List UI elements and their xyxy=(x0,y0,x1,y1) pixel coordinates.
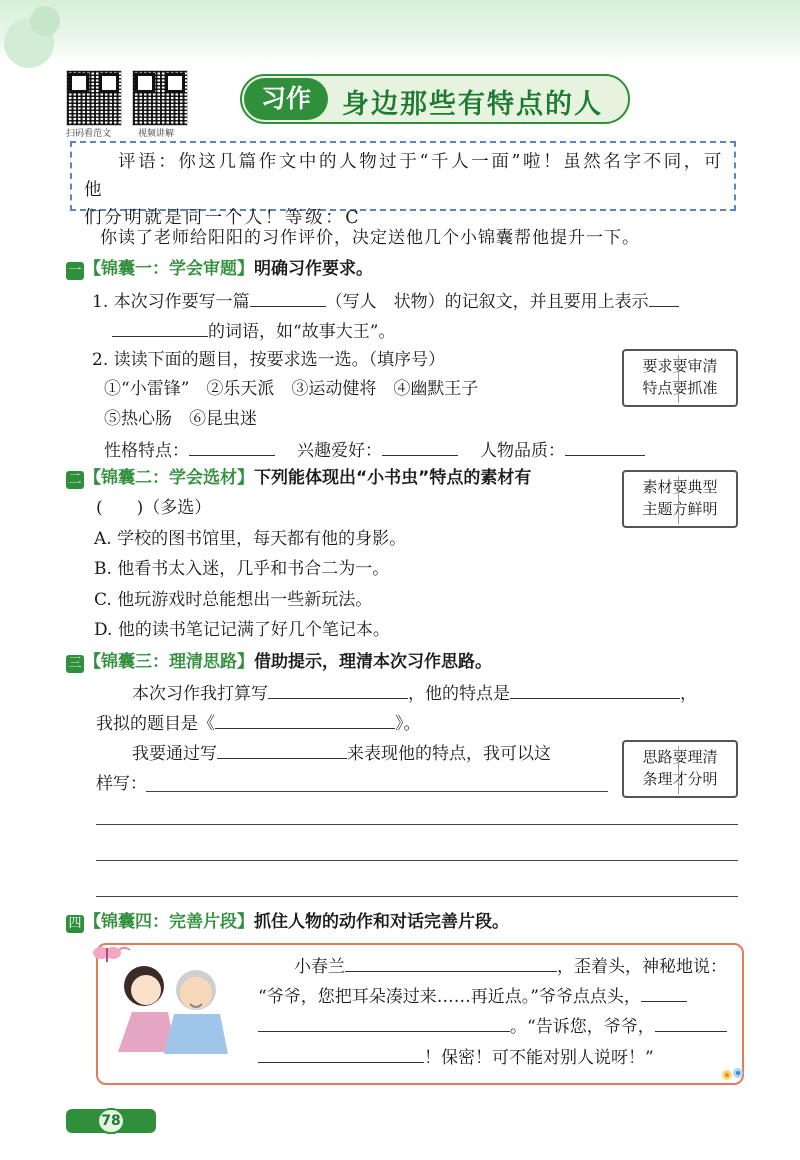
decor-bubble xyxy=(30,6,60,36)
plan-text: 我要通过写 xyxy=(132,744,217,764)
question-text: 的词语，如“故事大王”。 xyxy=(208,322,396,342)
intro-text: 你读了老师给阳阳的习作评价，决定送他几个小锦囊帮他提升一下。 xyxy=(100,228,640,248)
grandpa-shirt xyxy=(164,1014,228,1054)
qr-code-video[interactable] xyxy=(132,70,188,126)
question-1-line2 xyxy=(112,318,395,344)
tip-line: 思路要理清 xyxy=(642,748,718,766)
teacher-comment xyxy=(84,148,734,232)
section-instruction: 借助提示，理清本次习作思路。 xyxy=(254,652,492,672)
comment-line: 评语：你这几篇作文中的人物过于“千人一面”啦！虽然名字不同，可他 xyxy=(84,152,724,200)
answer-blank[interactable] xyxy=(649,288,679,307)
plan-text: 我拟的题目是《 xyxy=(96,714,215,734)
option-b: B. 他看书太入迷，几乎和书合二为一。 xyxy=(94,559,390,579)
plan-text: ，他的特点是 xyxy=(408,684,510,704)
comment-line: 们分明就是同一个人！等级：C xyxy=(84,208,362,228)
section-number: 二 xyxy=(66,471,84,489)
paragraph-line-3 xyxy=(258,1013,727,1039)
fill-label: 性格特点： xyxy=(104,441,189,461)
page-number: 78 xyxy=(97,1108,125,1134)
section-instruction: 抓住人物的动作和对话完善片段。 xyxy=(254,912,509,932)
section-1-heading xyxy=(66,257,373,281)
paragraph-text: ！保密！可不能对别人说呀！” xyxy=(424,1048,654,1068)
section-number: 四 xyxy=(66,915,84,933)
flower-icon xyxy=(718,1064,746,1086)
section-instruction: 明确习作要求。 xyxy=(254,259,373,279)
paragraph-line-1 xyxy=(294,953,727,979)
tip-line: 要求要审清 xyxy=(642,357,718,375)
section-title: 【锦囊一：学会审题】 xyxy=(84,259,254,279)
tip-book xyxy=(622,470,738,528)
section-title: 【锦囊四：完善片段】 xyxy=(84,912,254,932)
answer-blank[interactable] xyxy=(510,680,680,699)
paragraph-text: ，歪着头，神秘地说： xyxy=(557,957,727,977)
answer-blank[interactable] xyxy=(250,288,326,307)
butterfly-icon xyxy=(92,944,122,966)
girl-face xyxy=(131,975,161,1005)
plan-text: 》。 xyxy=(395,714,421,734)
options-row: ⑤热心肠 ⑥昆虫迷 xyxy=(104,409,257,429)
answer-blank[interactable] xyxy=(189,437,275,456)
section-number: 三 xyxy=(66,655,84,673)
question-2: 2. 读读下面的题目，按要求选一选。（填序号） xyxy=(92,350,446,370)
top-band xyxy=(0,0,800,62)
qr-code-sample-essay[interactable] xyxy=(66,70,122,126)
answer-paren[interactable]: ( )（多选） xyxy=(96,498,212,518)
tip-line: 特点要抓准 xyxy=(642,379,718,397)
section-3-heading xyxy=(66,650,492,674)
paragraph-text: 。“告诉您，爷爷， xyxy=(510,1017,655,1037)
section-title: 【锦囊三：理清思路】 xyxy=(84,652,254,672)
paragraph-line-4 xyxy=(258,1044,654,1070)
tip-line: 素材要典型 xyxy=(642,478,718,496)
answer-blank[interactable] xyxy=(345,953,557,972)
question-text: （写人 状物）的记叙文，并且要用上表示 xyxy=(325,292,649,312)
tip-book xyxy=(622,740,738,798)
section-2-heading xyxy=(66,466,531,490)
plan-line-3 xyxy=(132,740,551,766)
plan-text: ， xyxy=(680,684,697,704)
plan-line-1 xyxy=(132,680,697,706)
paragraph-line-2 xyxy=(258,983,687,1009)
writing-line[interactable] xyxy=(146,791,608,792)
tip-line: 条理才分明 xyxy=(642,770,718,788)
plan-line-4: 样写： xyxy=(96,774,147,794)
question-text: 1. 本次习作要写一篇 xyxy=(92,292,250,312)
answer-blank[interactable] xyxy=(258,1013,510,1032)
section-instruction: 下列能体现出“小书虫”特点的素材有 xyxy=(254,468,532,488)
answer-blank[interactable] xyxy=(217,740,347,759)
title-tag: 习作 xyxy=(244,78,328,120)
answer-blank[interactable] xyxy=(655,1013,727,1032)
page-title: 身边那些有特点的人 xyxy=(342,89,603,120)
fill-row xyxy=(104,437,645,463)
section-title: 【锦囊二：学会选材】 xyxy=(84,468,254,488)
answer-blank[interactable] xyxy=(382,437,458,456)
fill-label: 兴趣爱好： xyxy=(297,441,382,461)
option-a: A. 学校的图书馆里，每天都有他的身影。 xyxy=(94,529,407,549)
option-c: C. 他玩游戏时总能想出一些新玩法。 xyxy=(94,590,373,610)
paragraph-text: 小春兰 xyxy=(294,957,345,977)
answer-blank[interactable] xyxy=(112,318,208,337)
section-number: 一 xyxy=(66,262,84,280)
writing-line[interactable] xyxy=(96,860,738,861)
answer-blank[interactable] xyxy=(565,437,645,456)
writing-line[interactable] xyxy=(96,824,738,825)
paragraph-text: “爷爷，您把耳朵凑过来……再近点。”爷爷点点头， xyxy=(258,987,641,1007)
qr-caption: 视频讲解 xyxy=(138,129,175,139)
grandpa-face xyxy=(180,977,212,1009)
plan-line-2 xyxy=(96,710,421,736)
answer-blank[interactable] xyxy=(268,680,408,699)
plan-text: 来表现他的特点，我可以这 xyxy=(347,744,551,764)
answer-blank[interactable] xyxy=(641,983,687,1002)
question-1-line xyxy=(92,288,679,314)
options-row: ①“小雷锋” ②乐天派 ③运动健将 ④幽默王子 xyxy=(104,379,479,399)
fill-label: 人物品质： xyxy=(480,441,565,461)
title-blank[interactable] xyxy=(215,710,395,729)
section-4-heading xyxy=(66,910,509,934)
tip-book xyxy=(622,349,738,407)
plan-text: 本次习作我打算写 xyxy=(132,684,268,704)
option-d: D. 他的读书笔记记满了好几个笔记本。 xyxy=(94,620,390,640)
answer-blank[interactable] xyxy=(258,1044,424,1063)
writing-line[interactable] xyxy=(96,896,738,897)
qr-caption: 扫码看范文 xyxy=(66,129,112,139)
tip-line: 主题方鲜明 xyxy=(642,500,718,518)
